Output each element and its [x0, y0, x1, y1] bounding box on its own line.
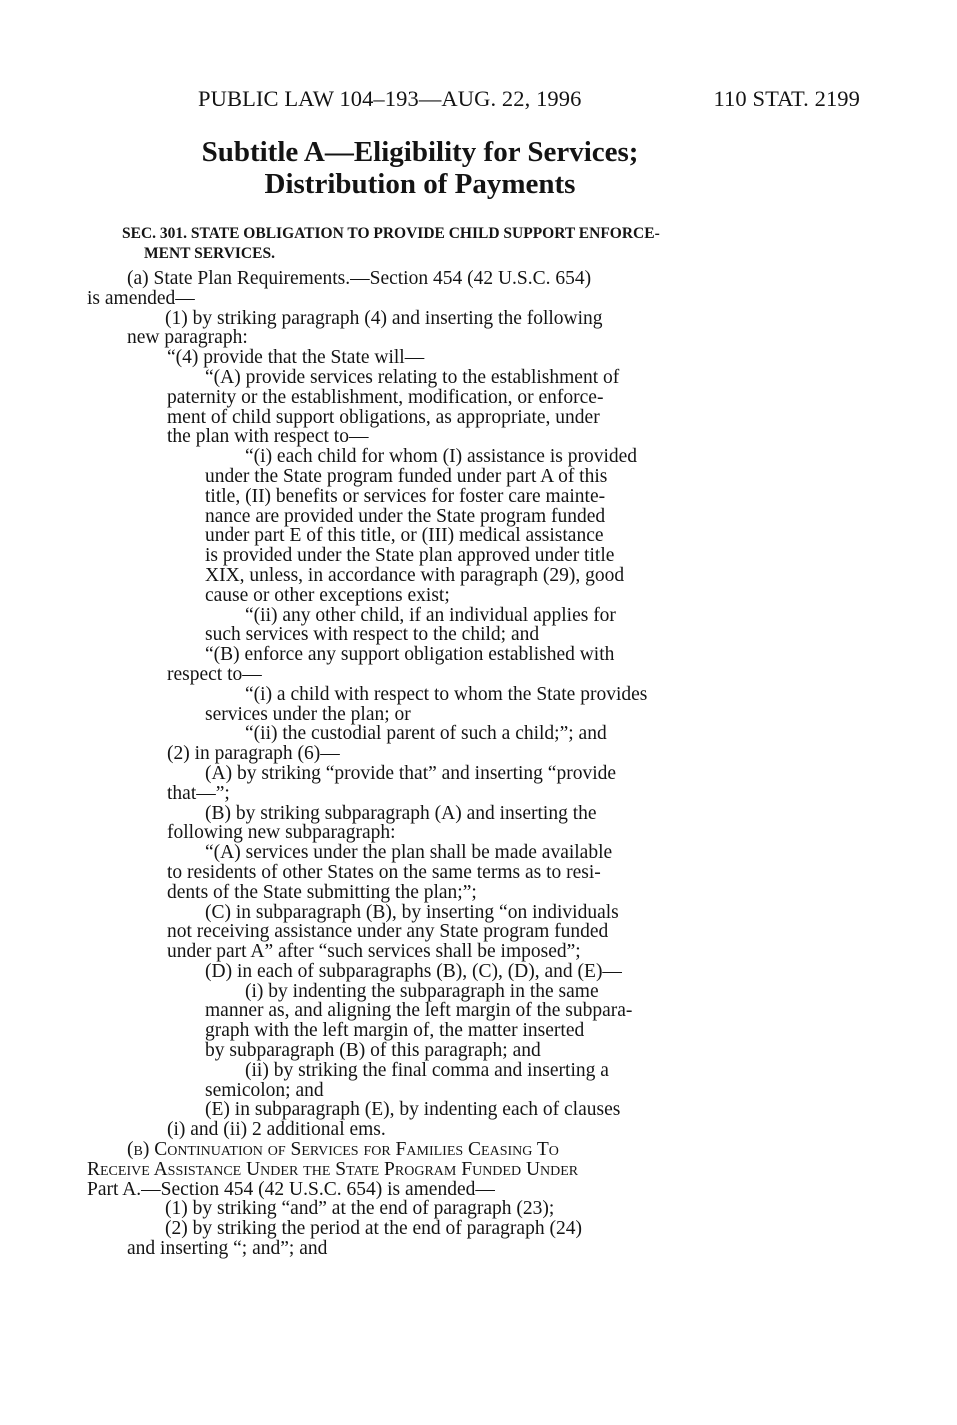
section-heading [122, 224, 720, 264]
body-line: such services with respect to the child; and [205, 624, 540, 646]
body-line: (2) in paragraph (6)— [167, 743, 340, 765]
section-heading-line-2: MENT SERVICES. [144, 245, 275, 262]
body-line: manner as, and aligning the left margin of the subpara- [205, 1000, 633, 1022]
body-text [87, 269, 720, 1259]
body-line: semicolon; and [205, 1079, 324, 1101]
body-line: XIX, unless, in accordance with paragraph (29), good [205, 564, 625, 586]
body-line: and inserting “; and”; and [127, 1238, 328, 1260]
subtitle-line-1: Subtitle A—Eligibility for Services; [201, 136, 639, 168]
body-line: “(ii) any other child, if an individual applies for [245, 604, 616, 626]
body-line: (ii) by striking the final comma and inserting a [245, 1059, 609, 1081]
body-line: the plan with respect to— [167, 426, 369, 448]
body-line: (1) by striking “and” at the end of paragraph (23); [165, 1198, 555, 1220]
body-line: “(A) services under the plan shall be made available [205, 842, 613, 864]
running-head: PUBLIC LAW 104–193—AUG. 22, 1996 [198, 86, 582, 111]
body-line: “(ii) the custodial parent of such a child;”; and [245, 723, 607, 745]
body-line: (i) and (ii) 2 additional ems. [167, 1119, 386, 1141]
body-line: “(A) provide services relating to the establishment of [205, 366, 620, 388]
body-line: dents of the State submitting the plan;”; [167, 881, 477, 903]
body-line: following new subparagraph: [167, 822, 396, 844]
body-line: under part E of this title, or (III) medical assistance [205, 525, 604, 547]
body-line: graph with the left margin of, the matter inserted [205, 1020, 585, 1042]
body-line: Part A.—Section 454 (42 U.S.C. 654) is amended— [87, 1178, 495, 1200]
subtitle-heading [130, 136, 710, 200]
body-line: services under the plan; or [205, 703, 411, 725]
body-line: under part A” after “such services shall be imposed”; [167, 941, 581, 963]
body-line: cause or other exceptions exist; [205, 584, 450, 606]
body-line: under the State program funded under part A of this [205, 465, 608, 487]
body-line: nance are provided under the State program funded [205, 505, 606, 527]
body-line: ment of child support obligations, as appropriate, under [167, 406, 600, 428]
body-line: by subparagraph (B) of this paragraph; and [205, 1040, 541, 1062]
subtitle-line-2: Distribution of Payments [264, 168, 576, 200]
body-line: (a) State Plan Requirements.—Section 454 (42 U.S.C. 654) [127, 268, 592, 289]
body-line: (C) in subparagraph (B), by inserting “on individuals [205, 901, 619, 923]
body-line: is provided under the State plan approved under title [205, 545, 615, 567]
body-line: that—”; [167, 782, 230, 804]
body-line: respect to— [167, 663, 262, 685]
body-line: “(4) provide that the State will— [167, 347, 425, 369]
body-line: title, (II) benefits or services for foster care mainte- [205, 485, 606, 507]
body-line: (i) by indenting the subparagraph in the same [245, 980, 599, 1002]
section-heading-line-1: SEC. 301. STATE OBLIGATION TO PROVIDE CHILD SUPPORT ENFORCE- [122, 225, 660, 242]
page-number: 110 STAT. 2199 [713, 86, 860, 111]
body-line: not receiving assistance under any State program funded [167, 921, 609, 943]
body-line: (2) by striking the period at the end of paragraph (24) [165, 1218, 582, 1240]
body-line: (D) in each of subparagraphs (B), (C), (D), and (E)— [205, 960, 622, 982]
body-line: (B) by striking subparagraph (A) and inserting the [205, 802, 597, 824]
body-line: (b) Continuation of Services for Families Ceasing To [127, 1139, 559, 1161]
body-line: “(i) each child for whom (I) assistance is provided [245, 446, 638, 468]
body-line: (1) by striking paragraph (4) and inserting the following [165, 307, 603, 329]
body-line: (A) by striking “provide that” and inserting “provide [205, 762, 617, 784]
body-line: (E) in subparagraph (E), by indenting each of clauses [205, 1099, 621, 1121]
body-line: paternity or the establishment, modification, or enforce- [167, 386, 604, 408]
body-line: new paragraph: [127, 327, 248, 349]
body-line: is amended— [87, 287, 195, 309]
body-line: Receive Assistance Under the State Program Funded Under [87, 1158, 579, 1180]
body-line: to residents of other States on the same terms as to resi- [167, 861, 601, 883]
body-line: “(i) a child with respect to whom the State provides [245, 683, 648, 705]
body-line: “(B) enforce any support obligation established with [205, 644, 615, 666]
